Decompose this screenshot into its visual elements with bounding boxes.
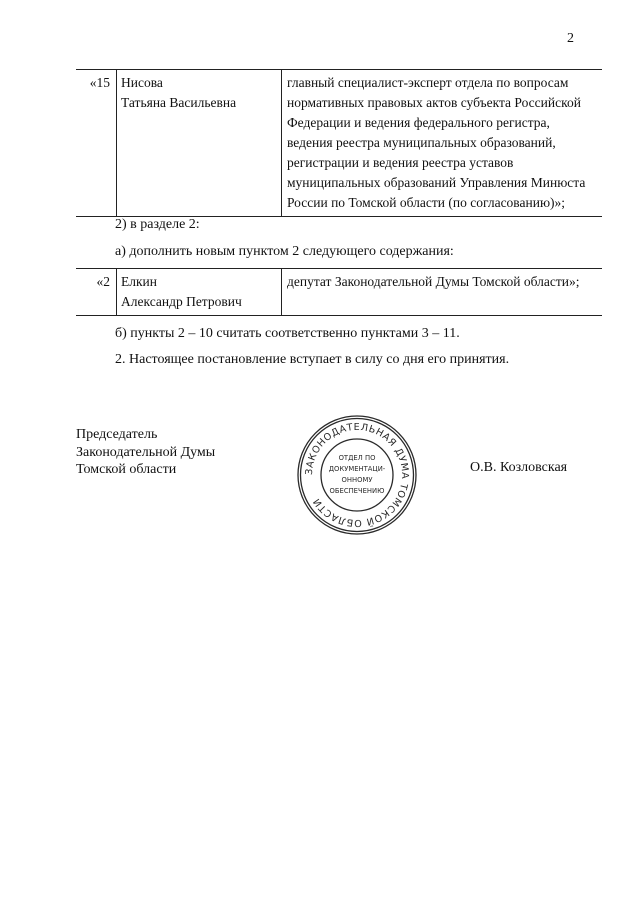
official-seal	[296, 414, 418, 536]
paragraph-effective: 2. Настоящее постановление вступает в силу со дня его принятия.	[115, 352, 510, 367]
signatory-title-line: Томской области	[76, 462, 177, 477]
seal-inner-ring	[321, 439, 393, 511]
table-row	[76, 70, 602, 217]
seal-center-line: ОБЕСПЕЧЕНИЮ	[329, 487, 385, 495]
paragraph-section-2: 2) в разделе 2:	[115, 217, 200, 232]
item-number: «15	[76, 70, 117, 217]
member-name	[117, 269, 282, 316]
position-line: главный специалист-эксперт отдела по вопросам	[287, 75, 569, 90]
position-line: регистрации и ведения реестра уставов	[287, 155, 514, 170]
signatory-title	[76, 426, 215, 479]
member-given-names: Александр Петрович	[121, 294, 242, 309]
position-line: ведения реестра муниципальных образований,	[287, 135, 556, 150]
paragraph-renumber: б) пункты 2 – 10 считать соответственно пунктами 3 – 11.	[115, 326, 460, 341]
member-position	[282, 70, 603, 217]
member-surname: Елкин	[121, 274, 157, 289]
position-line: муниципальных образований Управления Минюста	[287, 175, 586, 190]
seal-center-line: ОННОМУ	[341, 476, 373, 484]
member-given-names: Татьяна Васильевна	[121, 95, 237, 110]
signatory-title-line: Председатель	[76, 427, 158, 442]
member-surname: Нисова	[121, 75, 163, 90]
seal-outer-ring-inner	[301, 419, 414, 532]
position-line: России по Томской области (по согласованию)»;	[287, 195, 566, 210]
seal-center-line: ДОКУМЕНТАЦИ-	[328, 465, 386, 473]
table-row	[76, 269, 602, 316]
position-line: Федерации и ведения федерального регистра,	[287, 115, 550, 130]
seal-outer-ring	[298, 416, 416, 534]
member-name	[117, 70, 282, 217]
seal-ring-text: ЗАКОНОДАТЕЛЬНАЯ ДУМА ТОМСКОЙ ОБЛАСТИ	[303, 421, 411, 529]
paragraph-add-item: а) дополнить новым пунктом 2 следующего содержания:	[115, 244, 454, 259]
seal-center-line: ОТДЕЛ ПО	[338, 454, 376, 462]
member-table-1	[76, 69, 602, 217]
member-position: депутат Законодательной Думы Томской области»;	[282, 269, 603, 316]
page-number: 2	[567, 31, 574, 46]
signatory-title-line: Законодательной Думы	[76, 444, 216, 460]
position-line: нормативных правовых актов субъекта Российской	[287, 95, 581, 110]
member-table-2	[76, 268, 602, 316]
item-number: «2	[76, 269, 117, 316]
signatory-name: О.В. Козловская	[470, 460, 568, 475]
